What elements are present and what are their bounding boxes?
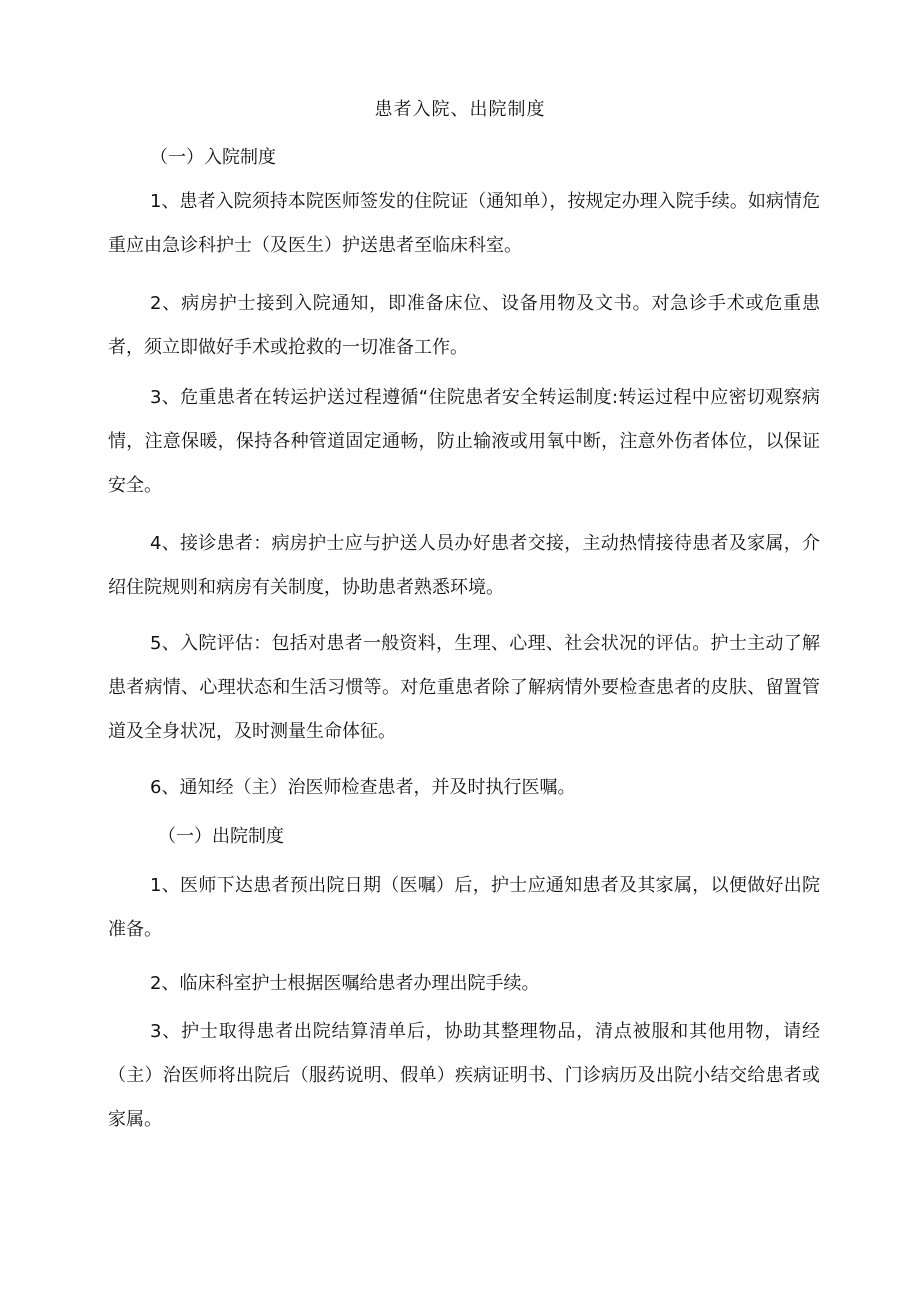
discharge-heading: （一）出院制度 xyxy=(158,826,284,847)
admission-item-4: 4、接诊患者：病房护士应与护送人员办好患者交接，主动热情接待患者及家属，介绍住院规则和病房有关制度，协助患者熟悉环境。 xyxy=(108,533,820,598)
admission-item-6: 6、通知经（主）治医师检查患者，并及时执行医嘱。 xyxy=(150,777,576,798)
admission-item-5: 5、入院评估：包括对患者一般资料，生理、心理、社会状况的评估。护士主动了解患者病情、心理状态和生活习惯等。对危重患者除了解病情外要检查患者的皮肤、留置管道及全身状况，及时测量生命体征。 xyxy=(108,633,820,742)
page-title: 患者入院、出院制度 xyxy=(374,99,546,120)
admission-item-2: 2、病房护士接到入院通知，即准备床位、设备用物及文书。对急诊手术或危重患者，须立即做好手术或抢救的一切准备工作。 xyxy=(108,293,820,358)
discharge-item-1: 1、医师下达患者预出院日期（医嘱）后，护士应通知患者及其家属，以便做好出院准备。 xyxy=(108,875,820,940)
admission-item-1: 1、患者入院须持本院医师签发的住院证（通知单），按规定办理入院手续。如病情危重应由急诊科护士（及医生）护送患者至临床科室。 xyxy=(108,191,820,256)
admission-item-3: 3、危重患者在转运护送过程遵循“住院患者安全转运制度:转运过程中应密切观察病情，注意保暖，保持各种管道固定通畅，防止输液或用氧中断，注意外伤者体位，以保证安全。 xyxy=(108,387,820,496)
discharge-item-2: 2、临床科室护士根据医嘱给患者办理出院手续。 xyxy=(150,973,540,994)
discharge-item-3: 3、护士取得患者出院结算清单后，协助其整理物品，清点被服和其他用物，请经（主）治医师将出院后（服药说明、假单）疾病证明书、门诊病历及出院小结交给患者或家属。 xyxy=(108,1021,820,1130)
admission-heading: （一）入院制度 xyxy=(150,147,276,168)
